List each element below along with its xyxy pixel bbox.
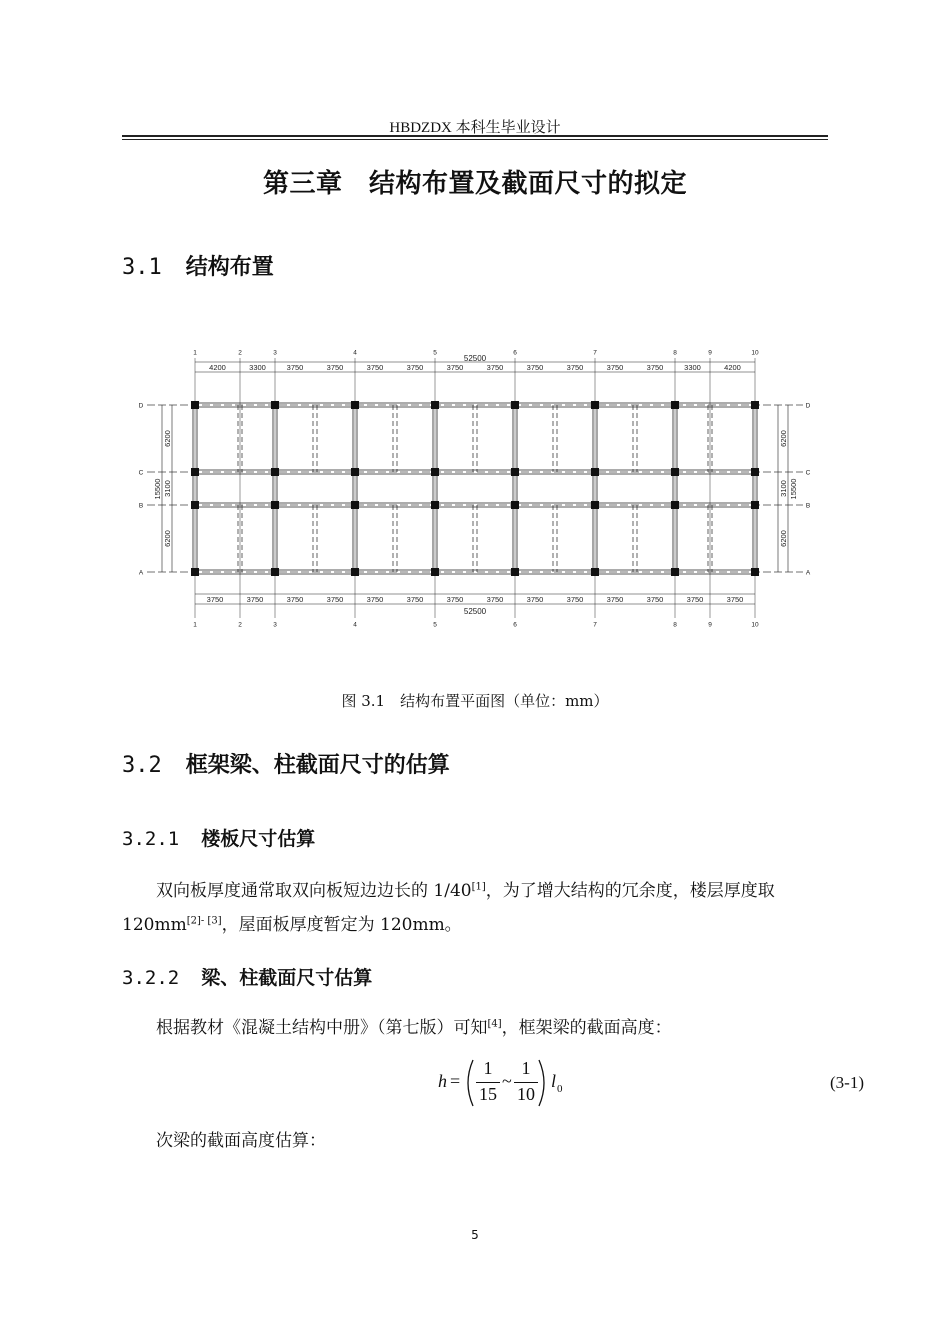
- eq-num2: 1: [521, 1058, 531, 1078]
- row-bubble-label: D: [138, 402, 144, 410]
- section-heading-3-1: [122, 250, 274, 281]
- dimension-span-top: 3750: [366, 363, 384, 372]
- dimension-span-bottom: 3750: [686, 595, 704, 604]
- dimension-total-top: 52500: [463, 354, 487, 363]
- row-bubble-label: B: [805, 502, 811, 510]
- structural-plan-figure: [130, 340, 820, 640]
- dimension-span-right: 3100: [779, 480, 788, 497]
- citation: [4]: [487, 1018, 502, 1030]
- column-square: [671, 401, 679, 409]
- axis-bubble-label: 5: [433, 621, 437, 629]
- subsection-number: 3.2.2: [122, 967, 180, 989]
- dimension-span-top: 3750: [606, 363, 624, 372]
- subsection-title: 梁、柱截面尺寸估算: [201, 967, 373, 989]
- column-square: [271, 501, 279, 509]
- dimension-span-bottom: 3750: [246, 595, 264, 604]
- equation-3-1: [438, 1058, 578, 1108]
- eq-var: l: [551, 1071, 557, 1091]
- column-square: [431, 468, 439, 476]
- column-square: [271, 468, 279, 476]
- column-square: [431, 568, 439, 576]
- dimension-span-bottom: 3750: [406, 595, 424, 604]
- column-square: [751, 501, 759, 509]
- eq-den1: 15: [479, 1084, 497, 1104]
- eq-tilde: ~: [502, 1071, 512, 1091]
- right-paren: [536, 1058, 550, 1108]
- column-square: [751, 401, 759, 409]
- page-number: 5: [471, 1228, 479, 1242]
- eq-num1: 1: [483, 1058, 493, 1078]
- dimension-span-bottom: 3750: [526, 595, 544, 604]
- column-square: [191, 401, 199, 409]
- citation: [1]: [471, 881, 486, 893]
- eq-den2: 10: [517, 1084, 535, 1104]
- column-square: [751, 468, 759, 476]
- axis-bubble-label: 10: [751, 621, 759, 629]
- axis-bubble-label: 1: [193, 349, 197, 357]
- dimension-span-top: 3750: [406, 363, 424, 372]
- dimension-span-top: 3750: [566, 363, 584, 372]
- column-square: [511, 568, 519, 576]
- axis-bubble-label: 9: [708, 349, 712, 357]
- axis-bubble-label: 6: [513, 621, 517, 629]
- dimension-span-bottom: 3750: [486, 595, 504, 604]
- dimension-span-bottom: 3750: [446, 595, 464, 604]
- text-run: ，框架梁的截面高度：: [501, 1018, 672, 1038]
- row-bubble-label: C: [138, 469, 144, 477]
- dimension-span-top: 3750: [526, 363, 544, 372]
- text-run: ，为了增大结构的冗余度，楼层厚度取 120mm: [122, 881, 775, 935]
- dimension-total-left: 15500: [153, 478, 162, 500]
- dimension-span-bottom: 3750: [726, 595, 744, 604]
- dimension-total-bottom: 52500: [463, 607, 487, 616]
- dimension-span-bottom: 3750: [326, 595, 344, 604]
- column-square: [271, 401, 279, 409]
- column-square: [591, 568, 599, 576]
- axis-bubble-label: 2: [238, 621, 242, 629]
- axis-bubble-label: 4: [353, 349, 357, 357]
- column-square: [751, 568, 759, 576]
- axis-bubble-label: 4: [353, 621, 357, 629]
- dimension-span-left: 6200: [163, 430, 172, 447]
- equation-number: (3-1): [830, 1073, 864, 1092]
- header-rule-thin: [122, 139, 828, 140]
- dimension-span-top: 3750: [486, 363, 504, 372]
- axis-bubble-label: 7: [593, 349, 597, 357]
- dimension-span-top: 3300: [249, 363, 266, 372]
- axis-bubble-label: 8: [673, 349, 677, 357]
- axis-bubble-label: 3: [273, 349, 277, 357]
- column-square: [671, 468, 679, 476]
- axis-bubble-label: 7: [593, 621, 597, 629]
- row-bubble-label: C: [805, 469, 811, 477]
- axis-bubble-label: 6: [513, 349, 517, 357]
- fraction-bar: [514, 1082, 538, 1083]
- dimension-span-bottom: 3750: [286, 595, 304, 604]
- chapter-title: 第三章 结构布置及截面尺寸的拟定: [262, 169, 687, 199]
- axis-bubble-label: 2: [238, 349, 242, 357]
- row-bubble-label: A: [805, 569, 811, 577]
- column-square: [191, 568, 199, 576]
- row-bubble-label: A: [138, 569, 144, 577]
- section-title: 结构布置: [185, 255, 274, 280]
- eq-lhs: h: [438, 1071, 447, 1091]
- header-rule: [122, 135, 828, 137]
- section-number: 3.2: [122, 753, 162, 778]
- dimension-span-top: 3750: [326, 363, 344, 372]
- column-square: [591, 501, 599, 509]
- axis-bubble-label: 10: [751, 349, 759, 357]
- dimension-span-left: 3100: [163, 480, 172, 497]
- column-square: [191, 501, 199, 509]
- dimension-total-right: 15500: [789, 478, 798, 500]
- page-header: HBDZDX 本科生毕业设计: [389, 120, 561, 136]
- column-square: [671, 501, 679, 509]
- dimension-span-top: 3750: [446, 363, 464, 372]
- column-square: [431, 501, 439, 509]
- column-square: [511, 468, 519, 476]
- dimension-span-top: 3300: [684, 363, 701, 372]
- dimension-span-bottom: 3750: [606, 595, 624, 604]
- axis-bubble-label: 5: [433, 349, 437, 357]
- section-number: 3.1: [122, 255, 162, 280]
- subsection-heading-3-2-1: [122, 824, 315, 851]
- fraction-bar: [476, 1082, 500, 1083]
- axis-bubble-label: 9: [708, 621, 712, 629]
- dimension-span-bottom: 3750: [366, 595, 384, 604]
- dimension-span-top: 4200: [724, 363, 741, 372]
- paragraph-secondary-beam: 次梁的截面高度估算：: [156, 1131, 326, 1151]
- column-square: [351, 501, 359, 509]
- eq-sub: 0: [557, 1083, 563, 1095]
- subsection-title: 楼板尺寸估算: [201, 828, 316, 850]
- axis-bubble-label: 3: [273, 621, 277, 629]
- dimension-span-bottom: 3750: [646, 595, 664, 604]
- dimension-span-bottom: 3750: [566, 595, 584, 604]
- column-square: [671, 568, 679, 576]
- figure-caption: 图 3.1 结构布置平面图（单位：mm）: [341, 692, 609, 710]
- section-heading-3-2: [122, 748, 450, 779]
- axis-bubble-label: 1: [193, 621, 197, 629]
- column-square: [351, 568, 359, 576]
- dimension-span-top: 3750: [646, 363, 664, 372]
- row-bubble-label: D: [805, 402, 811, 410]
- subsection-heading-3-2-2: [122, 963, 372, 990]
- dimension-span-bottom: 3750: [206, 595, 224, 604]
- dimension-span-right: 6200: [779, 430, 788, 447]
- text-run: 双向板厚度通常取双向板短边边长的 1/40: [156, 881, 472, 901]
- column-square: [271, 568, 279, 576]
- column-square: [511, 401, 519, 409]
- subsection-number: 3.2.1: [122, 828, 180, 850]
- column-square: [351, 468, 359, 476]
- dimension-span-top: 3750: [286, 363, 304, 372]
- dimension-span-left: 6200: [163, 530, 172, 547]
- section-title: 框架梁、柱截面尺寸的估算: [185, 753, 450, 778]
- dimension-span-top: 4200: [209, 363, 226, 372]
- eq-equals: =: [450, 1071, 461, 1091]
- column-square: [511, 501, 519, 509]
- text-run: 根据教材《混凝土结构中册》（第七版）可知: [156, 1018, 488, 1038]
- text-run: ，屋面板厚度暂定为 120mm。: [221, 915, 462, 935]
- row-bubble-label: B: [138, 502, 144, 510]
- column-square: [431, 401, 439, 409]
- column-square: [191, 468, 199, 476]
- citation: [2]- [3]: [186, 915, 222, 927]
- column-square: [351, 401, 359, 409]
- column-square: [591, 468, 599, 476]
- axis-bubble-label: 8: [673, 621, 677, 629]
- dimension-span-right: 6200: [779, 530, 788, 547]
- column-square: [591, 401, 599, 409]
- paragraph-slab-thickness: [122, 874, 828, 942]
- paragraph-beam-depth: [122, 1011, 828, 1045]
